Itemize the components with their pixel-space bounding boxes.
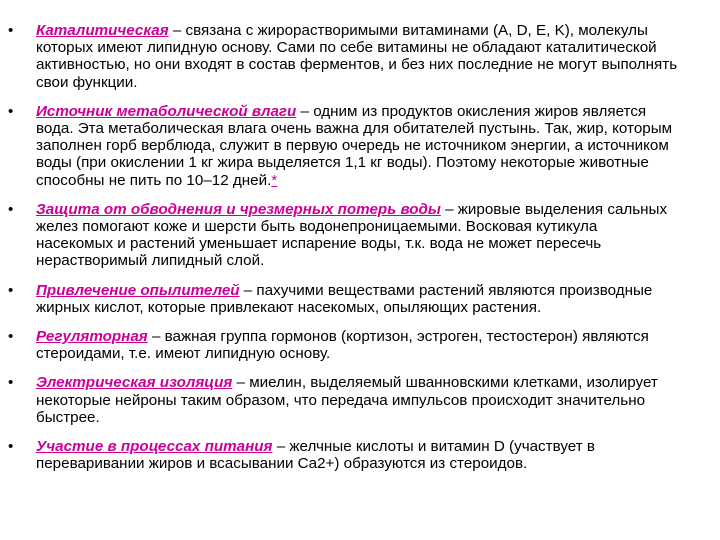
term-electrical-insulation: Электрическая изоляция [36, 374, 233, 392]
bullet-icon: • [8, 281, 14, 299]
footnote-link[interactable]: * [271, 171, 278, 189]
list-item-electrical-insulation [8, 374, 678, 426]
bullet-icon: • [8, 22, 14, 39]
term-pollinators: Привлечение опылителей [36, 281, 240, 299]
item-text: – пахучими веществами растений являются производные жирных кислот, которые привлекают насекомых, опыляющих растения. [36, 281, 653, 316]
item-text: – миелин, выделяемый шванновскими клетками, изолирует некоторые нейроны таким образом, что передача импульсов происходит значительно быстрее. [36, 374, 658, 426]
list-item-metabolic-water [8, 103, 678, 189]
list-item-regulatory [8, 328, 678, 362]
bullet-icon: • [8, 438, 14, 456]
list-item-water-protection [8, 201, 678, 270]
bullet-icon: • [8, 328, 14, 346]
item-text: – желчные кислоты и витамин D (участвует в переваривании жиров и всасывании Ca2+) образуются из стероидов. [36, 438, 595, 473]
function-list [8, 22, 678, 484]
term-nutrition: Участие в процессах питания [36, 438, 273, 456]
bullet-icon: • [8, 102, 14, 120]
term-catalytic: Каталитическая [36, 22, 169, 39]
list-item-nutrition [8, 438, 678, 472]
term-water-protection: Защита от обводнения и чрезмерных потерь воды [36, 200, 441, 218]
item-text: – одним из продуктов окисления жиров является вода. Эта метаболическая влага очень важна для обитателей пустынь. Так, жир, которым заполнен горб верблюда, служит в первую очередь не источником энергии, а источником воды (при окислении 1 кг жира выделяется 1,1 кг воды). Поэтому некоторые животные способны не пить по 10–12 дней. [36, 102, 673, 189]
list-item-catalytic [8, 22, 678, 91]
term-regulatory: Регуляторная [36, 328, 148, 346]
item-text: – жировые выделения сальных желез помогают коже и шерсти быть водонепроницаемыми. Восковая кутикула насекомых и растений уменьшает испарение воды, т.к. вода не может пересечь нерастворимый липидный слой. [36, 200, 668, 270]
list-item-pollinators [8, 282, 678, 316]
item-text: – важная группа гормонов (кортизон, эстроген, тестостерон) являются стероидами, т.е. имеют липидную основу. [36, 328, 649, 363]
term-metabolic-water: Источник метаболической влаги [36, 102, 297, 120]
bullet-icon: • [8, 200, 14, 218]
bullet-icon: • [8, 374, 14, 392]
item-text: – связана с жирорастворимыми витаминами (A, D, E, K), молекулы которых имеют липидную основу. Сами по себе витамины не обладают каталитической активностью, но они входят в состав ферментов, и без них последние не могут выполнять свои функции. [36, 22, 678, 91]
